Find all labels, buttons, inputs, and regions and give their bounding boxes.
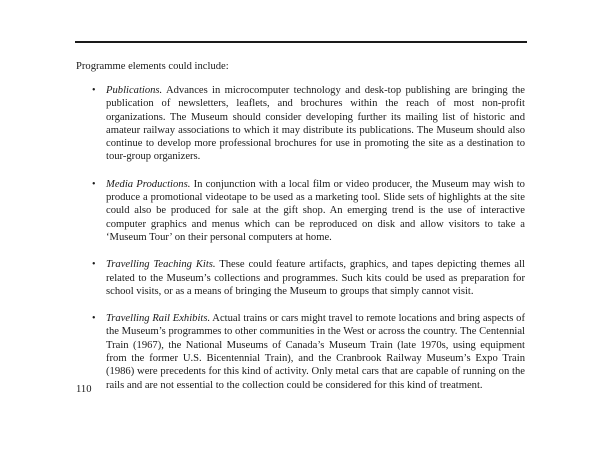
page-number: 110 [76, 384, 92, 395]
list-item [92, 178, 525, 244]
item-text: Actual trains or cars might travel to remote locations and bring aspects of the Museum’s programmes to other communities in the West or across the country. The Centennial Train (1967), the National Museums of Canada’s Museum Train (late 1970s, using equipment from the former U.S. Bicentennial Train), and the Cranbrook Railway Museum’s Expo Train (1986) were precedents for this kind of activity. Only metal cars that are capable of running on the rails and are not essential to the collection could be considered for this kind of treatment. [106, 313, 526, 391]
list-item [92, 258, 525, 298]
item-text: Advances in microcomputer technology and desk-top publishing are bringing the publication of newsletters, leaflets, and brochures within the reach of most non-profit organizations. The Museum should consider developing further its mailing list of historic and amateur railway associations to which it may distribute its publications. The Museum should also continue to develop more professional brochures for use in promoting the site as a destination to tour-group organizers. [106, 85, 525, 163]
list-item [92, 84, 525, 164]
item-title: Travelling Teaching Kits. [106, 259, 216, 271]
item-text: These could feature artifacts, graphics, and tapes depicting themes all related to the Museum’s collections and programmes. Such kits could be used as preparation for school visits, or as a means of bringing the Museum to groups that simply cannot visit. [106, 259, 526, 297]
item-text: In conjunction with a local film or video producer, the Museum may wish to produce a promotional videotape to be used as a marketing tool. Slide sets of highlights at the site could also be produced for sale at the gift shop. An emerging trend is the use of interactive computer graphics and menus which can be reproduced on disk and allow visitors to take a ‘Museum Tour’ on their personal computers at home. [106, 178, 525, 243]
item-title: Travelling Rail Exhibits. [106, 313, 211, 325]
bullet-icon: • [92, 313, 96, 325]
item-title: Publications. [106, 85, 163, 96]
bullet-icon: • [92, 259, 96, 271]
intro-text: Programme elements could include: [76, 61, 229, 72]
header-rule [75, 41, 527, 43]
list-item [92, 312, 525, 392]
bullet-icon: • [92, 85, 96, 96]
item-title: Media Productions. [106, 178, 191, 190]
bullet-icon: • [92, 178, 96, 190]
programme-elements-list [92, 84, 525, 406]
